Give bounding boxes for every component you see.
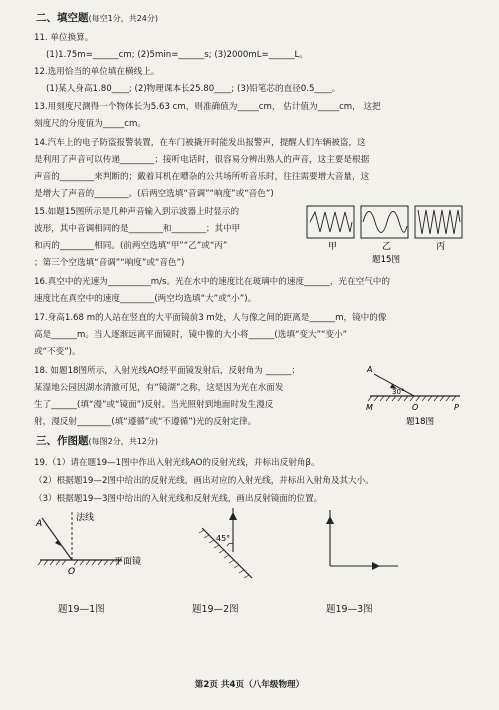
figure-19-3 <box>300 500 410 590</box>
q18-line4: 射，漫反射________(填“遵循”或“不遵循”)光的反射定律。 <box>34 417 257 427</box>
q18-line1: 18. 如题18图所示，入射光线AO经平面镜发射后，反射角为 ______； <box>34 366 300 376</box>
section-2-title: 二、填空题 <box>36 12 89 24</box>
figure-15 <box>306 204 466 266</box>
angle-45-label: 45° <box>216 534 231 543</box>
q15-line3: 和丙的________相同。(前两空选填“甲”“乙”或“丙” <box>34 241 228 251</box>
q14-line4: 是增大了声音的________。(后两空选填“音调”“响度”或“音色”) <box>34 189 274 199</box>
incident-ray-ao <box>42 518 72 560</box>
point-a-label: A <box>36 519 43 529</box>
section-3-heading <box>36 436 487 447</box>
q19-line2: （2）根据题19—2图中给出的反射光线，画出对应的入射光线，并标出入射角及其大小。 <box>34 476 374 486</box>
q12-parts: (1)某人身高1.80____; (2)物理课本长25.80____; (3)铅笔芯的直径0.5____。 <box>46 84 341 94</box>
waveform-bing <box>415 206 462 238</box>
label-jia: 甲 <box>328 242 338 252</box>
q18-line2: 某湿地公园因湖水清澈可见，有“镜湖”之称，这是因为光在水面发 <box>34 383 284 393</box>
waveform-jia <box>307 206 354 238</box>
q15-line2: 波形，其中音调相同的是________和________；其中甲 <box>34 224 241 234</box>
figure-19-2 <box>190 500 280 590</box>
mirror-hatching <box>368 396 456 401</box>
q12-text: 12.选用恰当的单位填在横线上。 <box>34 67 160 77</box>
q13-line1: 13.用刻度尺测得一个物体长为5.63 cm，则准确值为_____cm， 估计值为_____cm， 这把 <box>34 102 381 112</box>
figure-18-caption: 题18图 <box>406 417 435 427</box>
figure-15-caption: 题15图 <box>372 255 401 265</box>
q14-line3: 声音的________来判断的；戴着耳机在嘈杂的公共场所听音乐时，往往需要增大音量，这 <box>34 172 370 182</box>
q17-line2: 高是______m。当人逐渐远离平面镜时，镜中像的大小将______(选填“变大”“变小” <box>34 330 348 340</box>
q11-parts: (1)1.75m=______cm; (2)5min=______s; (3)2000mL=______L。 <box>46 50 308 60</box>
figure-19-1 <box>30 504 170 584</box>
figure-19-1-caption: 题19—1图 <box>58 604 105 615</box>
q15-line1: 15.如题15图所示是几种声音输入到示波器上时显示的 <box>34 207 240 217</box>
q13-line2: 刻度尺的分度值为_____cm。 <box>34 119 146 129</box>
q17-line3: 或“不变”)。 <box>34 347 81 357</box>
q17-line1: 17.身高1.68 m的人站在竖直的大平面镜前3 m处，人与像之间的距离是______m，镜中的像 <box>34 313 387 323</box>
q19-line1: 19.（1）请在题19—1图中作出入射光线AO的反射光线，并标出反射角β。 <box>34 458 320 468</box>
angle-30-label: 30° <box>392 388 405 396</box>
section-3-note: (每图2分，共12分) <box>88 437 159 446</box>
section-3-title: 三、作图题 <box>36 435 89 447</box>
q16-line1: 16.真空中的光速为__________m/s。光在水中的速度比在玻璃中的速度______，光在空气中的 <box>34 277 390 287</box>
q14-line1: 14.汽车上的电子防盗报警装置，在车门被撬开时能发出报警声，提醒人们车辆被盗，这 <box>34 138 366 148</box>
point-p-label: P <box>454 403 459 412</box>
normal-label: 法线 <box>76 513 95 523</box>
figure-19-3-caption: 题19—3图 <box>326 604 373 615</box>
arrow-icon <box>229 512 237 520</box>
arrow-icon <box>326 516 334 524</box>
section-2-note: (每空1分，共24分) <box>88 14 159 23</box>
point-m-label: M <box>366 403 373 412</box>
mirror-label: 平面镜 <box>114 557 142 567</box>
point-o-label: O <box>412 403 419 412</box>
figure-18 <box>362 358 472 428</box>
q19-line3: （3）根据题19—3图中给出的入射光线和反射光线，画出反射镜面的位置。 <box>34 494 323 504</box>
q11-text: 11. 单位换算。 <box>34 33 94 43</box>
waveform-yi <box>361 206 408 238</box>
q14-line2: 是利用了声音可以传递________；接听电话时，很容易分辨出熟人的声音，这主要是根据 <box>34 155 370 165</box>
point-o-label: O <box>68 567 76 577</box>
page-footer: 第2页 共4页（八年级物理） <box>194 680 305 690</box>
label-yi: 乙 <box>382 242 392 252</box>
angle-arc <box>227 543 233 546</box>
label-bing: 丙 <box>436 242 446 252</box>
q15-line4: ；第三个空选填“音调”“响度”或“音色”) <box>34 258 185 268</box>
mirror-hatching <box>38 560 120 565</box>
q16-line2: 速度比在真空中的速度________(两空均选填“大”或“小”)。 <box>34 294 257 304</box>
section-2-heading <box>36 13 487 24</box>
q18-line3: 生了______(填“漫”或“镜面”)反射。当光照射到地面时发生漫反 <box>34 400 274 410</box>
figure-19-2-caption: 题19—2图 <box>192 604 239 615</box>
arrow-icon <box>372 562 380 570</box>
point-a-label: A <box>367 365 373 374</box>
